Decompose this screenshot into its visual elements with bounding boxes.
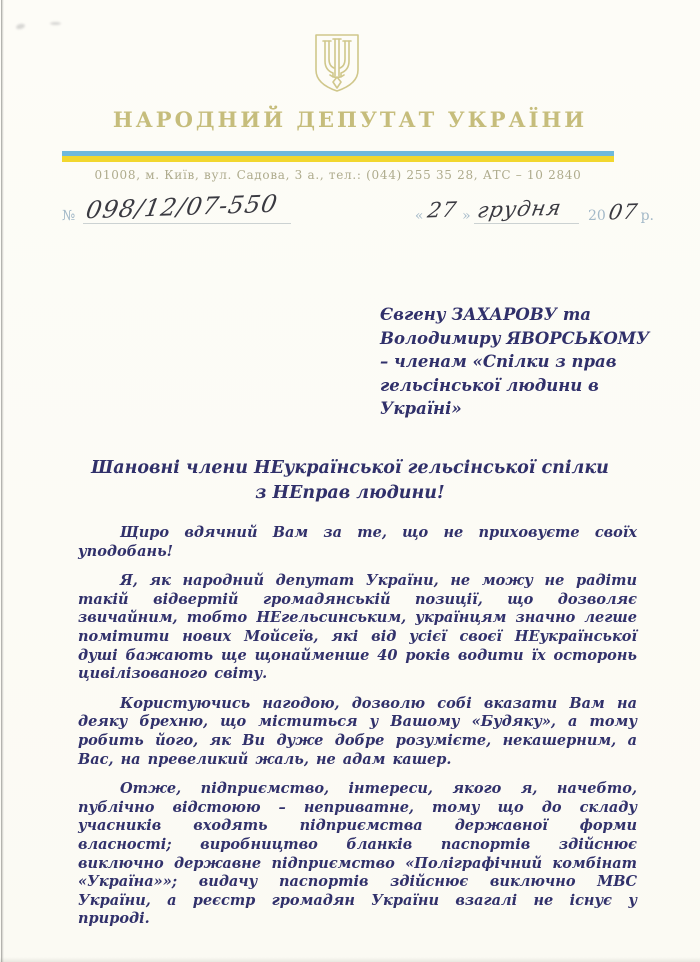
body-paragraph: Щиро вдячний Вам за те, що не приховуєте своїх уподобань! [78, 524, 637, 560]
salutation-heading [0, 456, 700, 506]
quote-close: » [462, 208, 471, 224]
recipient-line: Володимиру ЯВОРСЬКОМУ [380, 328, 650, 348]
handwritten-month: грудня [475, 195, 564, 223]
letterhead-title: НАРОДНИЙ ДЕПУТАТ УКРАЇНИ [112, 107, 588, 132]
pencil-smudge [16, 23, 26, 30]
number-sign-label: № [62, 208, 76, 224]
letterhead-address: 01008, м. Київ, вул. Садова, 3 а., тел.: (044) 255 35 28, АТС – 10 2840 [94, 168, 582, 182]
letter-body [78, 524, 637, 940]
reference-date [415, 197, 654, 224]
date-day-line [426, 198, 459, 224]
body-paragraph: Користуючись нагодою, дозволю собі вказати Вам на деяку брехню, що міститься у Вашому «Будяку», а тому робить його, як Ви дуже добре розумієте, некашерним, а Вас, на превеликий жаль, не адам кашер. [78, 694, 637, 768]
quote-open: « [414, 208, 424, 224]
salutation-line: з НЕправ людини! [255, 483, 445, 503]
salutation-line: Шановні члени НЕукраїнської гельсінської спілки [91, 458, 609, 478]
handwritten-day: 27 [426, 197, 460, 223]
year-label: р. [640, 208, 654, 224]
recipient-block [380, 303, 670, 421]
flag-yellow-band [62, 156, 614, 162]
handwritten-year: 07 [606, 199, 640, 225]
recipient-line: – членам «Спілки з прав [380, 352, 617, 371]
handwritten-reference-number: 098/12/07-550 [84, 189, 281, 225]
reference-number [62, 189, 291, 225]
reference-row [62, 189, 654, 225]
date-month-line [474, 197, 579, 224]
body-paragraph: Я, як народний депутат України, не можу не радіти такій відвертій громадянській позиції, що дозволяє звичайним, тобто НЕгельсинським, українцям значно легше помітити нових Мойсеїв, які від усієї своєї НЕукраїнської душі бажають ще щонайменше 40 років водити їх осторонь цивілізованого світу. [78, 572, 637, 683]
ukraine-trident-emblem-icon [312, 32, 362, 94]
year-prefix: 20 [588, 208, 606, 224]
recipient-line: гельсінської людини в Україні» [380, 375, 599, 418]
scan-bottom-shadow [0, 957, 700, 962]
pencil-smudge [50, 22, 61, 25]
reference-number-line [83, 189, 291, 225]
body-paragraph: Отже, підприємство, інтереси, якого я, начебто, публічно відстоюю – неприватне, тому що до складу учасників входять підприємства державної форми власності; виробництво бланків паспортів здійснює виключно державне підприємство «Поліграфічний комбінат «Україна»»; видачу паспортів здійснює виключно МВС України, а реєстр громадян України взагалі не існує у природі. [78, 780, 637, 928]
flag-stripe [62, 151, 614, 162]
recipient-line: Євгену ЗАХАРОВУ та [380, 305, 591, 324]
